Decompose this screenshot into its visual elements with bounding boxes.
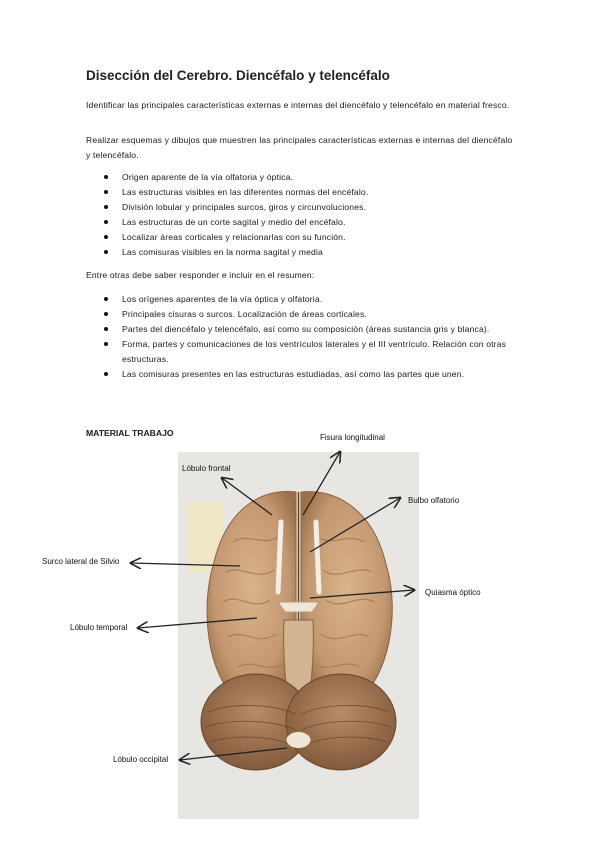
- arrow-fisura-longitudinal: [303, 452, 340, 515]
- instruction-paragraph: Realizar esquemas y dibujos que muestren las principales características externas e internas del diencéfalo y telencéfalo.: [86, 135, 513, 160]
- list-item: Localizar áreas corticales y relacionarlas con su función.: [86, 230, 516, 245]
- page-title: Disección del Cerebro. Diencéfalo y telencéfalo: [86, 68, 390, 83]
- label-lobulo-occipital: Lóbulo occipital: [113, 755, 169, 764]
- list-item: División lobular y principales surcos, giros y circunvoluciones.: [86, 200, 516, 215]
- arrow-surco-lateral: [131, 563, 240, 566]
- label-bulbo-olfatorio: Bulbo olfatorio: [408, 496, 460, 505]
- list-item: Las comisuras visibles en la norma sagital y media: [86, 245, 516, 260]
- arrow-lobulo-frontal: [222, 478, 272, 515]
- label-lobulo-frontal: Lóbulo frontal: [182, 464, 231, 473]
- objective-paragraph: Identificar las principales características externas e internas del diencéfalo y telencéfalo en material fresco.: [86, 100, 510, 110]
- list-item: Las estructuras de un corte sagital y medio del encéfalo.: [86, 215, 516, 230]
- label-surco-lateral: Surco lateral de Silvio: [42, 557, 120, 566]
- summary-intro: Entre otras debe saber responder e incluir en el resumen:: [86, 270, 315, 280]
- arrow-bulbo-olfatorio: [310, 498, 400, 552]
- list-item: Las comisuras presentes en las estructuras estudiadas, así como las partes que unen.: [86, 367, 516, 382]
- list-item: Las estructuras visibles en las diferentes normas del encéfalo.: [86, 185, 516, 200]
- list-item: Origen aparente de la vía olfatoria y óptica.: [86, 170, 516, 185]
- arrow-lobulo-occipital: [180, 748, 287, 760]
- label-fisura-longitudinal: Fisura longitudinal: [320, 433, 385, 442]
- label-lobulo-temporal: Lóbulo temporal: [70, 623, 128, 632]
- label-quiasma-optico: Quiasma óptico: [425, 588, 481, 597]
- list-item: Forma, partes y comunicaciones de los ventrículos laterales y el III ventrículo. Relación con otras estructuras.: [86, 337, 516, 367]
- arrow-quiasma-optico: [310, 590, 414, 598]
- list-item: Los orígenes aparentes de la vía óptica y olfatoria.: [86, 292, 516, 307]
- section-heading: MATERIAL TRABAJO: [86, 428, 174, 438]
- list-item: Principales cisuras o surcos. Localización de áreas corticales.: [86, 307, 516, 322]
- arrow-lobulo-temporal: [138, 618, 257, 628]
- list-item: Partes del diencéfalo y telencéfalo, así como su composición (áreas sustancia gris y blanca).: [86, 322, 516, 337]
